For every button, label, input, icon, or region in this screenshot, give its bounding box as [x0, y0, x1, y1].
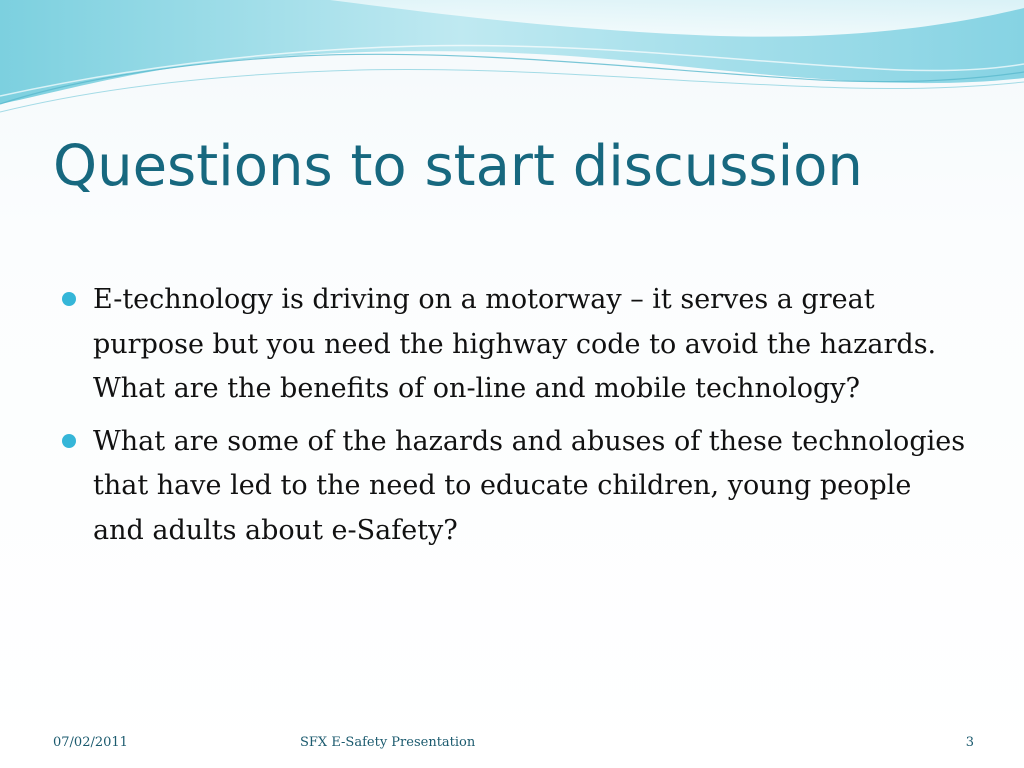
footer-page-number: 3 — [965, 735, 974, 750]
bullet-list — [60, 278, 970, 561]
footer-date: 07/02/2011 — [53, 735, 128, 750]
bullet-dot-icon — [62, 292, 76, 306]
bullet-item — [60, 278, 970, 412]
footer-presentation-title: SFX E-Safety Presentation — [300, 735, 476, 750]
slide-title: Questions to start discussion — [53, 134, 863, 199]
bullet-text: E-technology is driving on a motorway – it serves a great purpose but you need the highway code to avoid the hazards. What are the benefits of on-line and mobile technology? — [93, 284, 937, 404]
wave-decoration — [0, 0, 1024, 130]
bullet-dot-icon — [62, 434, 76, 448]
bullet-text: What are some of the hazards and abuses of these technologies that have led to the need to educate children, young people and adults about e-Safety? — [93, 425, 966, 546]
bullet-item — [60, 420, 970, 554]
